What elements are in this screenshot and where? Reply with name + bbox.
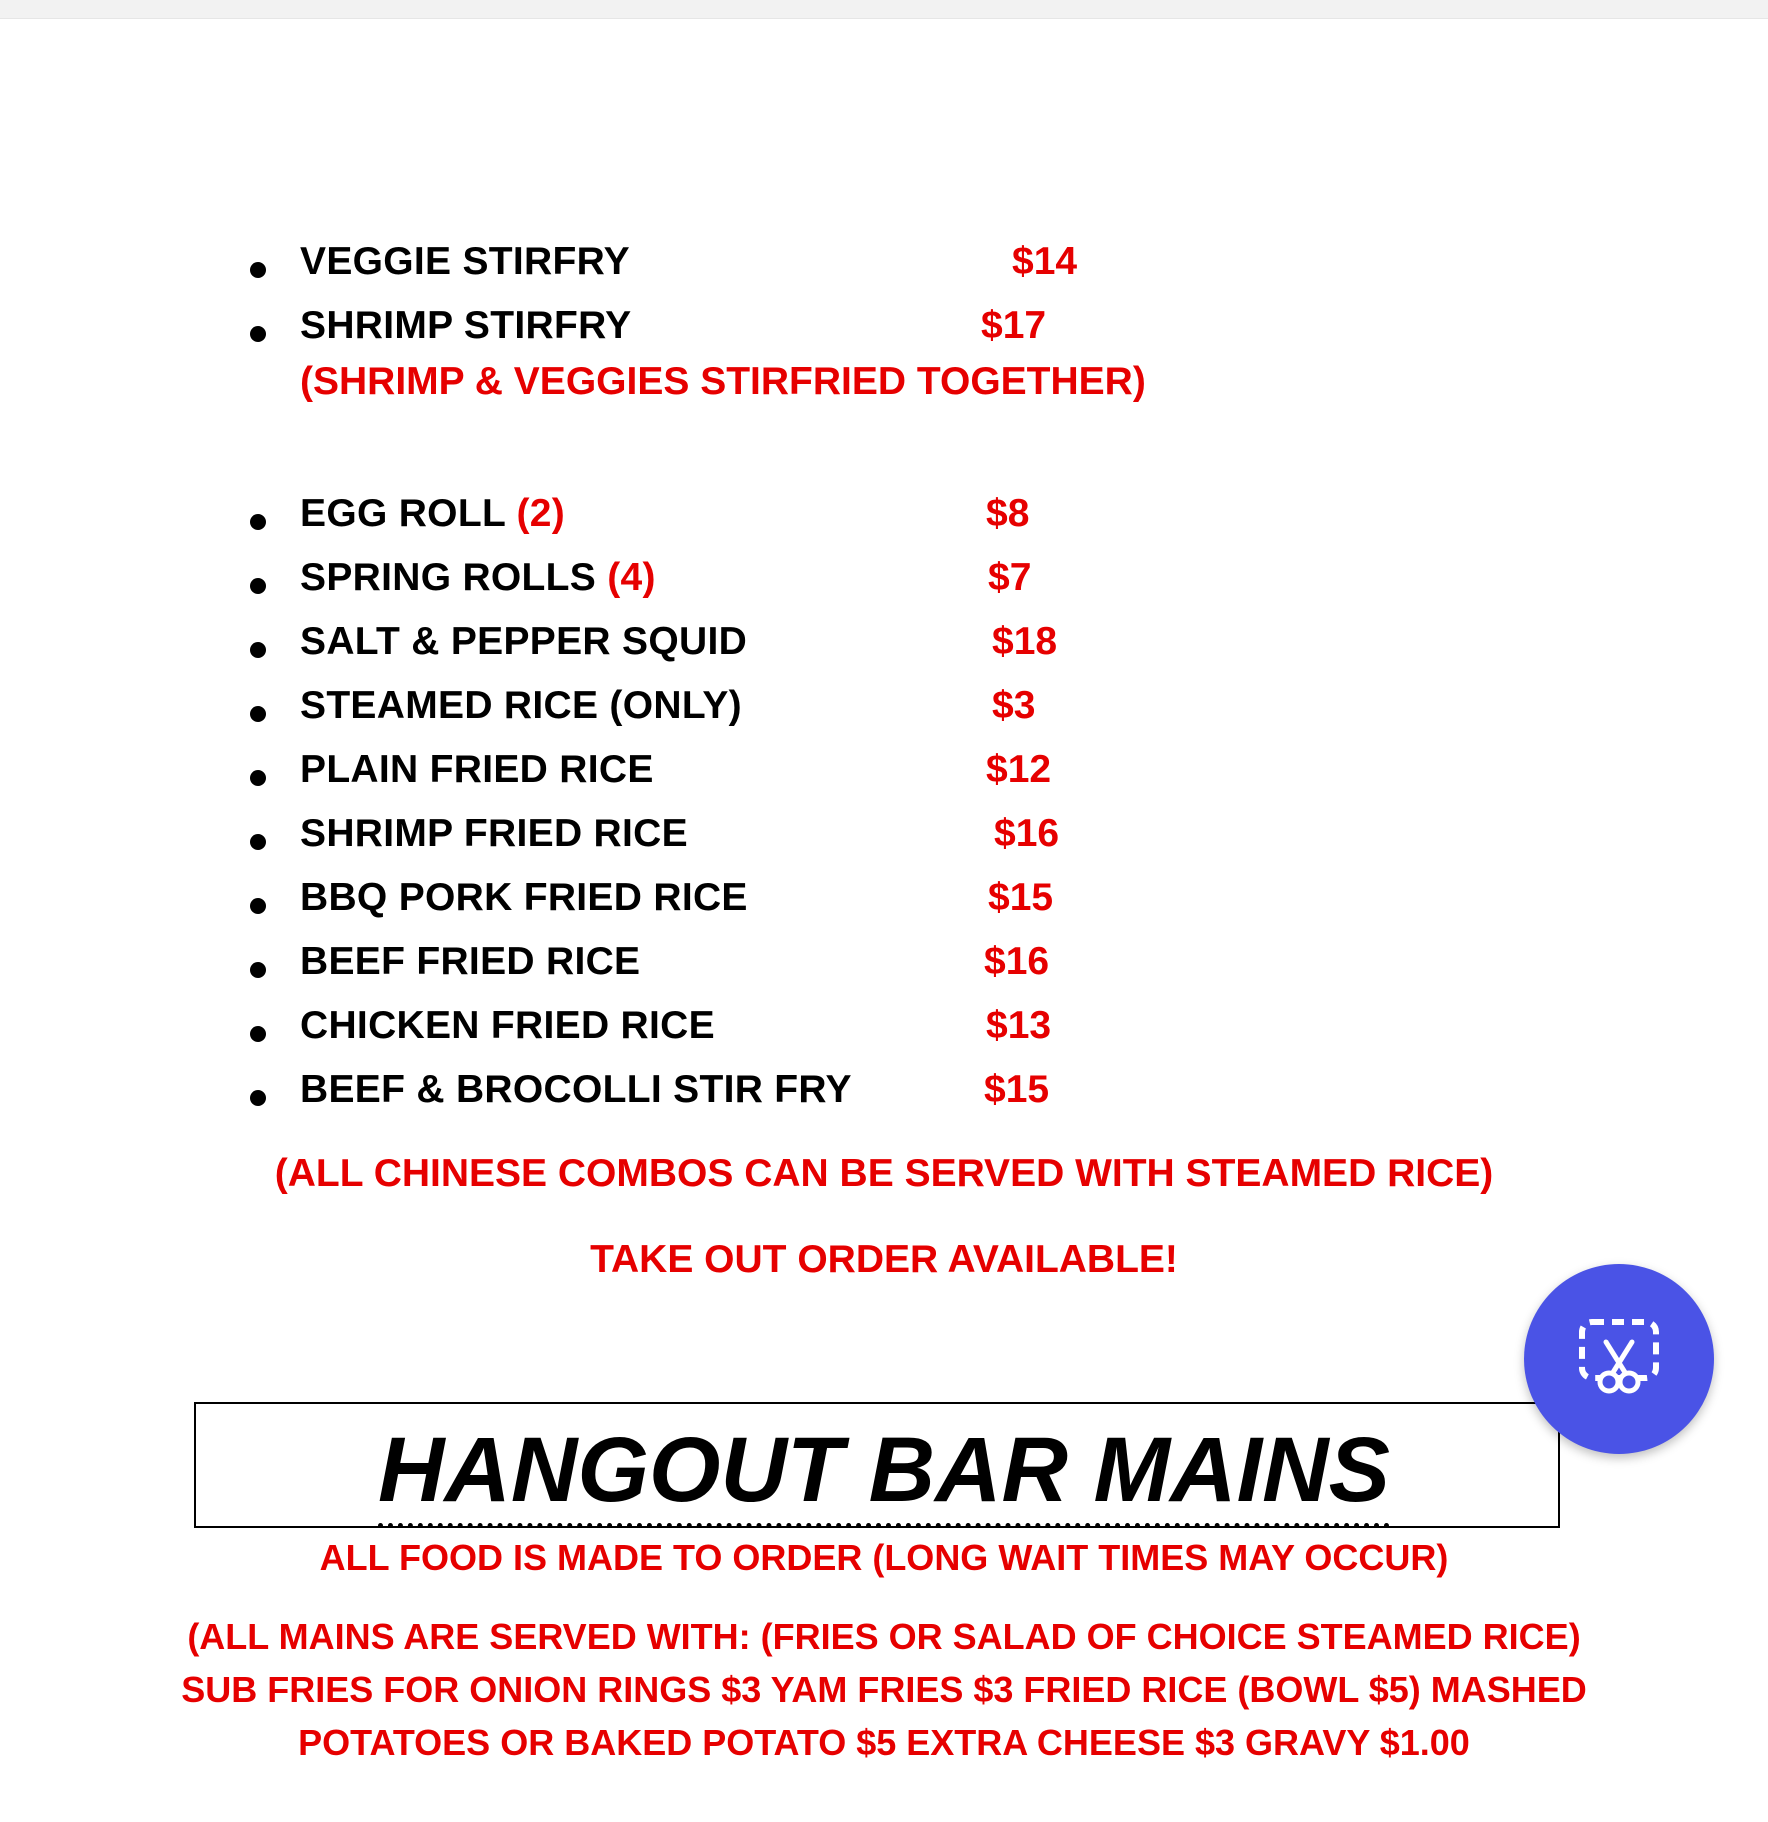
menu-item-price: $13 [986, 1004, 1052, 1047]
menu-item-name: BBQ PORK FRIED RICE [300, 876, 748, 919]
bullet-icon [250, 1090, 266, 1106]
menu-item-price: $15 [984, 1068, 1050, 1111]
menu-item-name: EGG ROLL (2) [300, 492, 566, 535]
menu-item [0, 304, 1300, 360]
menu-item-price: $3 [992, 684, 1036, 727]
bullet-icon [250, 262, 266, 278]
shrimp-stirfry-note: (SHRIMP & VEGGIES STIRFRIED TOGETHER) [300, 360, 1146, 403]
bullet-icon [250, 578, 266, 594]
bullet-icon [250, 1026, 266, 1042]
menu-item [0, 748, 1300, 804]
bullet-icon [250, 326, 266, 342]
menu-item [0, 1068, 1300, 1124]
menu-item-price: $15 [988, 876, 1054, 919]
substitutions-note-line2: POTATOES OR BAKED POTATO $5 EXTRA CHEESE $3 GRAVY $1.00 [298, 1722, 1470, 1763]
menu-item-price: $17 [981, 304, 1047, 347]
menu-item [0, 940, 1300, 996]
menu-item-name: VEGGIE STIRFRY [300, 240, 630, 283]
bullet-icon [250, 898, 266, 914]
menu-item [0, 620, 1300, 676]
made-to-order-note: ALL FOOD IS MADE TO ORDER (LONG WAIT TIMES MAY OCCUR) [319, 1537, 1449, 1578]
menu-item-price: $16 [984, 940, 1050, 983]
mains-title: HANGOUT BAR MAINS [0, 1418, 1768, 1523]
menu-item [0, 684, 1300, 740]
menu-item [0, 556, 1300, 612]
menu-item [0, 492, 1300, 548]
menu-item-name: BEEF & BROCOLLI STIR FRY [300, 1068, 852, 1111]
substitutions-note-line1: SUB FRIES FOR ONION RINGS $3 YAM FRIES $3 FRIED RICE (BOWL $5) MASHED [181, 1669, 1587, 1710]
menu-item-price: $16 [994, 812, 1060, 855]
menu-item-price: $8 [986, 492, 1030, 535]
bullet-icon [250, 834, 266, 850]
bullet-icon [250, 706, 266, 722]
bullet-icon [250, 770, 266, 786]
menu-item-name: STEAMED RICE (ONLY) [300, 684, 742, 727]
menu-item-name: SPRING ROLLS (4) [300, 556, 656, 599]
bullet-icon [250, 962, 266, 978]
menu-item-price: $14 [1012, 240, 1078, 283]
screenshot-button[interactable] [1524, 1264, 1714, 1454]
menu-item-name: CHICKEN FRIED RICE [300, 1004, 715, 1047]
menu-item [0, 876, 1300, 932]
combos-note: (ALL CHINESE COMBOS CAN BE SERVED WITH STEAMED RICE) [274, 1152, 1494, 1195]
top-divider [0, 0, 1768, 19]
bullet-icon [250, 642, 266, 658]
menu-item-price: $18 [992, 620, 1058, 663]
menu-item-price: $7 [988, 556, 1032, 599]
takeout-note: TAKE OUT ORDER AVAILABLE! [590, 1238, 1178, 1281]
menu-item [0, 812, 1300, 868]
menu-item [0, 240, 1300, 296]
menu-item-name: SALT & PEPPER SQUID [300, 620, 748, 663]
menu-item-name: PLAIN FRIED RICE [300, 748, 654, 791]
menu-item [0, 1004, 1300, 1060]
screenshot-scissors-icon [1576, 1316, 1662, 1402]
served-with-note: (ALL MAINS ARE SERVED WITH: (FRIES OR SALAD OF CHOICE STEAMED RICE) [187, 1616, 1581, 1657]
menu-item-price: $12 [986, 748, 1052, 791]
menu-item-name: SHRIMP STIRFRY [300, 304, 632, 347]
menu-item-name: SHRIMP FRIED RICE [300, 812, 688, 855]
bullet-icon [250, 514, 266, 530]
menu-item-name: BEEF FRIED RICE [300, 940, 641, 983]
